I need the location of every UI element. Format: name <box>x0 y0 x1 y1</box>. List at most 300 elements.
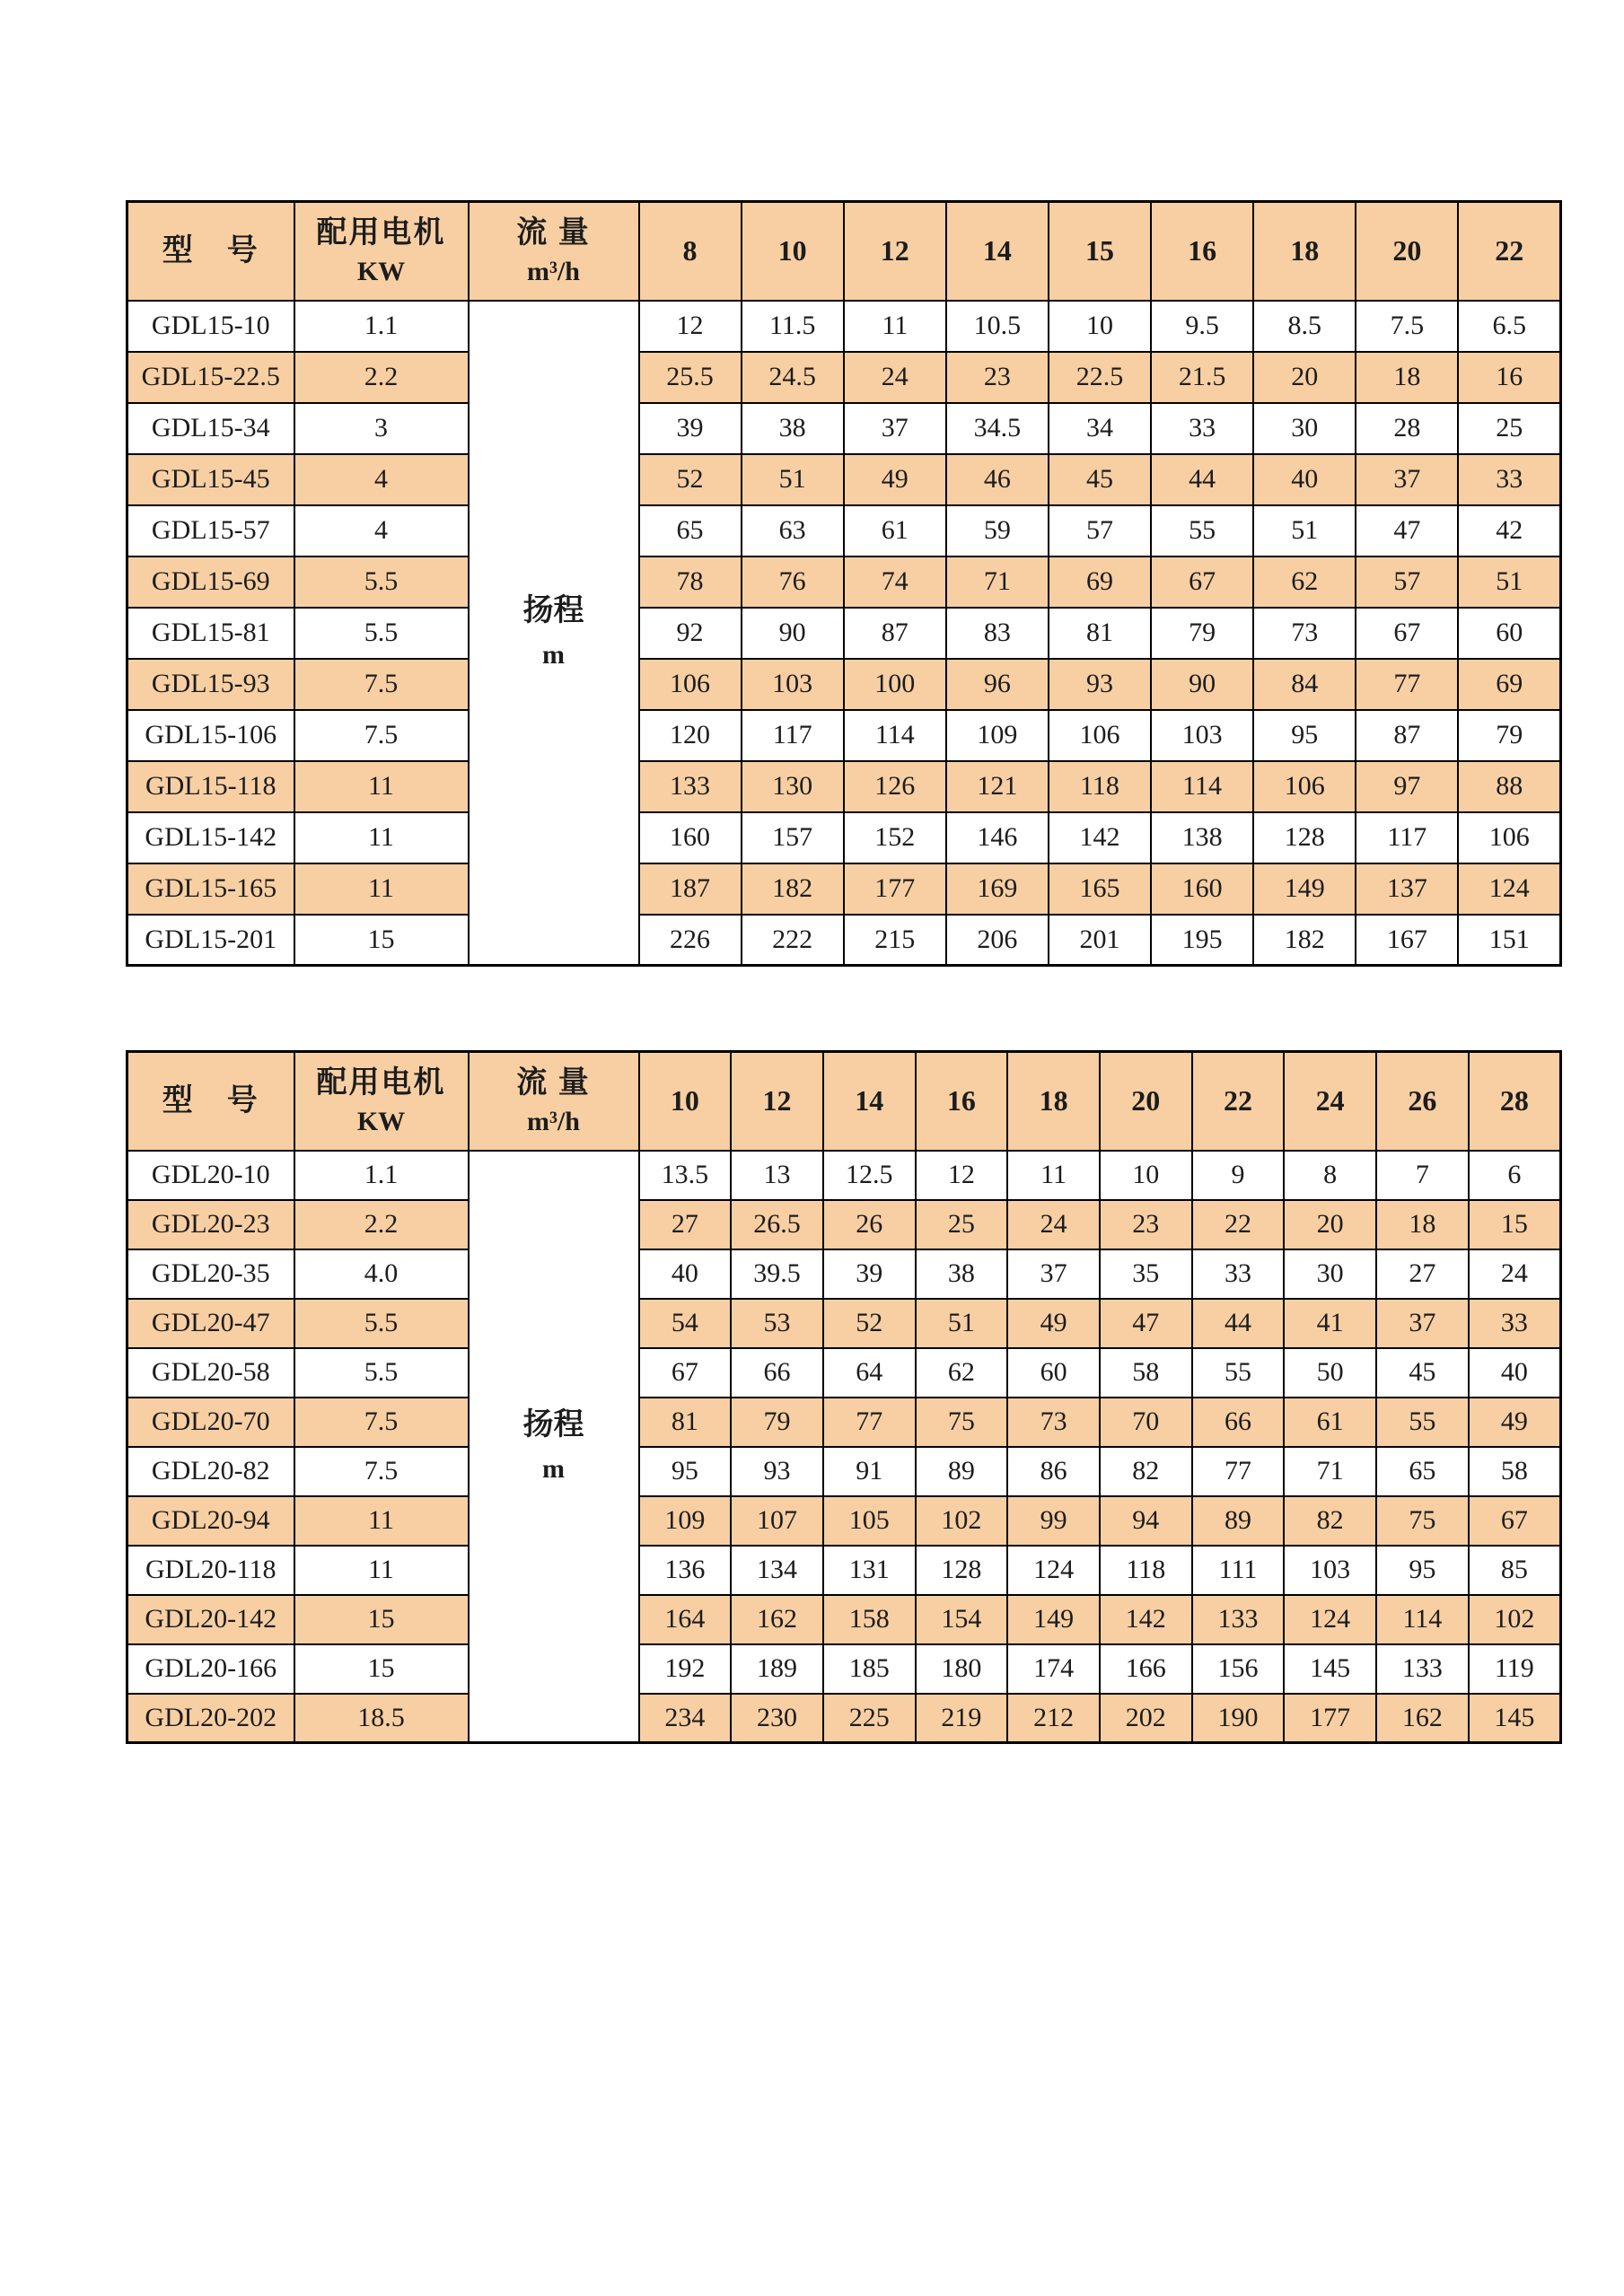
head-value-cell: 226 <box>639 915 742 966</box>
head-value-cell: 67 <box>1356 608 1458 659</box>
head-value-cell: 187 <box>639 863 742 915</box>
head-value-cell: 24 <box>844 352 946 403</box>
head-unit: m <box>542 640 565 670</box>
head-span-cell <box>469 1151 639 1743</box>
table-row <box>127 1694 1561 1743</box>
head-value-cell: 152 <box>844 812 946 863</box>
table-head <box>127 202 1561 301</box>
head-value-cell: 44 <box>1192 1299 1285 1348</box>
table-row <box>127 761 1561 812</box>
table-row <box>127 1151 1561 1200</box>
model-column-header <box>127 202 294 301</box>
head-value-cell: 51 <box>1253 505 1356 556</box>
head-value-cell: 39 <box>823 1249 916 1299</box>
flow-rate-value: 12 <box>880 234 909 267</box>
head-value-cell: 35 <box>1100 1249 1192 1299</box>
head-value-cell: 138 <box>1151 812 1253 863</box>
model-cell: GDL15-81 <box>127 608 294 659</box>
head-value-cell: 27 <box>639 1200 732 1249</box>
head-value-cell: 26 <box>823 1200 916 1249</box>
table-row <box>127 1398 1561 1447</box>
model-cell: GDL15-22.5 <box>127 352 294 403</box>
head-value-cell: 114 <box>1151 761 1253 812</box>
motor-kw-cell: 15 <box>294 1644 469 1694</box>
motor-kw-cell: 5.5 <box>294 1348 469 1398</box>
flow-rate-value: 10 <box>777 234 807 267</box>
flow-rate-header <box>1458 202 1560 301</box>
head-value-cell: 57 <box>1049 505 1151 556</box>
head-value-cell: 120 <box>639 710 742 761</box>
head-value-cell: 96 <box>946 659 1049 710</box>
head-unit: m <box>542 1453 565 1484</box>
head-value-cell: 64 <box>823 1348 916 1398</box>
head-value-cell: 133 <box>1376 1644 1469 1694</box>
head-value-cell: 47 <box>1100 1299 1192 1348</box>
motor-column-header <box>294 1052 469 1151</box>
head-value-cell: 195 <box>1151 915 1253 966</box>
head-value-cell: 10.5 <box>946 301 1049 352</box>
head-value-cell: 103 <box>1284 1546 1376 1595</box>
head-value-cell: 82 <box>1100 1447 1192 1496</box>
motor-kw-cell: 4 <box>294 454 469 505</box>
head-value-cell: 190 <box>1192 1694 1285 1743</box>
head-value-cell: 174 <box>1007 1644 1100 1694</box>
head-value-cell: 55 <box>1151 505 1253 556</box>
head-value-cell: 8.5 <box>1253 301 1356 352</box>
model-cell: GDL15-106 <box>127 710 294 761</box>
head-value-cell: 27 <box>1376 1249 1469 1299</box>
table-row <box>127 1644 1561 1694</box>
head-value-cell: 65 <box>1376 1447 1469 1496</box>
head-value-cell: 63 <box>742 505 844 556</box>
head-value-cell: 49 <box>1469 1398 1561 1447</box>
flow-rate-header <box>844 202 946 301</box>
head-value-cell: 201 <box>1049 915 1151 966</box>
head-value-cell: 117 <box>742 710 844 761</box>
flow-rate-header <box>1192 1052 1285 1151</box>
head-value-cell: 219 <box>916 1694 1008 1743</box>
head-value-cell: 37 <box>844 403 946 454</box>
head-value-cell: 10 <box>1049 301 1151 352</box>
flow-rate-header <box>1253 202 1356 301</box>
head-value-cell: 55 <box>1376 1398 1469 1447</box>
head-value-cell: 40 <box>1253 454 1356 505</box>
head-value-cell: 28 <box>1356 403 1458 454</box>
head-value-cell: 16 <box>1458 352 1560 403</box>
flow-rate-header <box>1049 202 1151 301</box>
head-value-cell: 73 <box>1007 1398 1100 1447</box>
head-value-cell: 130 <box>742 761 844 812</box>
head-value-cell: 49 <box>844 454 946 505</box>
motor-kw-cell: 7.5 <box>294 659 469 710</box>
head-value-cell: 119 <box>1469 1644 1561 1694</box>
head-value-cell: 40 <box>639 1249 732 1299</box>
flow-column-header <box>469 1052 639 1151</box>
head-value-cell: 77 <box>1356 659 1458 710</box>
head-value-cell: 85 <box>1469 1546 1561 1595</box>
head-value-cell: 77 <box>823 1398 916 1447</box>
motor-kw-cell: 15 <box>294 1595 469 1644</box>
flow-header-unit: m³/h <box>526 1107 580 1136</box>
gdl20-table-container <box>126 1050 1562 1744</box>
head-value-cell: 117 <box>1356 812 1458 863</box>
head-value-cell: 30 <box>1253 403 1356 454</box>
head-value-cell: 124 <box>1007 1546 1100 1595</box>
head-value-cell: 37 <box>1356 454 1458 505</box>
head-value-cell: 118 <box>1100 1546 1192 1595</box>
table-row <box>127 915 1561 966</box>
head-value-cell: 8 <box>1284 1151 1376 1200</box>
head-value-cell: 149 <box>1253 863 1356 915</box>
header-row <box>127 202 1561 301</box>
head-value-cell: 30 <box>1284 1249 1376 1299</box>
head-value-cell: 77 <box>1192 1447 1285 1496</box>
head-value-cell: 12 <box>639 301 742 352</box>
head-value-cell: 79 <box>1458 710 1560 761</box>
head-value-cell: 158 <box>823 1595 916 1644</box>
head-value-cell: 25.5 <box>639 352 742 403</box>
head-value-cell: 157 <box>742 812 844 863</box>
flow-rate-value: 24 <box>1315 1084 1345 1117</box>
head-value-cell: 40 <box>1469 1348 1561 1398</box>
head-value-cell: 128 <box>916 1546 1008 1595</box>
flow-rate-value: 15 <box>1084 234 1114 267</box>
motor-kw-cell: 2.2 <box>294 1200 469 1249</box>
head-value-cell: 106 <box>1049 710 1151 761</box>
flow-rate-value: 18 <box>1290 234 1320 267</box>
flow-rate-header <box>823 1052 916 1151</box>
head-value-cell: 69 <box>1458 659 1560 710</box>
head-value-cell: 24.5 <box>742 352 844 403</box>
head-value-cell: 79 <box>731 1398 823 1447</box>
head-value-cell: 18 <box>1376 1200 1469 1249</box>
motor-kw-cell: 1.1 <box>294 1151 469 1200</box>
head-value-cell: 18 <box>1356 352 1458 403</box>
model-cell: GDL20-10 <box>127 1151 294 1200</box>
head-value-cell: 167 <box>1356 915 1458 966</box>
head-value-cell: 38 <box>916 1249 1008 1299</box>
model-cell: GDL15-45 <box>127 454 294 505</box>
head-value-cell: 51 <box>742 454 844 505</box>
table-row <box>127 863 1561 915</box>
head-value-cell: 215 <box>844 915 946 966</box>
motor-header-unit: KW <box>356 1107 406 1136</box>
head-value-cell: 162 <box>731 1595 823 1644</box>
head-value-cell: 81 <box>639 1398 732 1447</box>
flow-rate-header <box>1100 1052 1192 1151</box>
table-row <box>127 403 1561 454</box>
head-value-cell: 39 <box>639 403 742 454</box>
head-value-cell: 106 <box>1253 761 1356 812</box>
head-value-cell: 66 <box>731 1348 823 1398</box>
head-value-cell: 60 <box>1458 608 1560 659</box>
head-value-cell: 24 <box>1469 1249 1561 1299</box>
head-value-cell: 22 <box>1192 1200 1285 1249</box>
head-value-cell: 55 <box>1192 1348 1285 1398</box>
head-value-cell: 42 <box>1458 505 1560 556</box>
head-value-cell: 145 <box>1469 1694 1561 1743</box>
table-row <box>127 454 1561 505</box>
motor-column-header <box>294 202 469 301</box>
motor-kw-cell: 2.2 <box>294 352 469 403</box>
head-value-cell: 82 <box>1284 1496 1376 1546</box>
head-value-cell: 102 <box>1469 1595 1561 1644</box>
head-value-cell: 185 <box>823 1644 916 1694</box>
head-value-cell: 57 <box>1356 556 1458 608</box>
head-value-cell: 65 <box>639 505 742 556</box>
head-value-cell: 34 <box>1049 403 1151 454</box>
table-body <box>127 301 1561 966</box>
head-value-cell: 206 <box>946 915 1049 966</box>
head-value-cell: 78 <box>639 556 742 608</box>
head-span-cell <box>469 301 639 966</box>
head-value-cell: 105 <box>823 1496 916 1546</box>
motor-kw-cell: 4 <box>294 505 469 556</box>
header-row <box>127 1052 1561 1151</box>
head-value-cell: 71 <box>946 556 1049 608</box>
model-cell: GDL20-142 <box>127 1595 294 1644</box>
head-value-cell: 99 <box>1007 1496 1100 1546</box>
head-value-cell: 225 <box>823 1694 916 1743</box>
head-value-cell: 47 <box>1356 505 1458 556</box>
head-value-cell: 142 <box>1049 812 1151 863</box>
flow-rate-value: 26 <box>1408 1084 1437 1117</box>
flow-rate-header <box>1284 1052 1376 1151</box>
head-value-cell: 60 <box>1007 1348 1100 1398</box>
model-cell: GDL15-201 <box>127 915 294 966</box>
head-value-cell: 83 <box>946 608 1049 659</box>
motor-kw-cell: 1.1 <box>294 301 469 352</box>
head-value-cell: 24 <box>1007 1200 1100 1249</box>
head-value-cell: 66 <box>1192 1398 1285 1447</box>
motor-kw-cell: 4.0 <box>294 1249 469 1299</box>
table-row <box>127 556 1561 608</box>
head-value-cell: 51 <box>1458 556 1560 608</box>
head-value-cell: 90 <box>1151 659 1253 710</box>
head-value-cell: 87 <box>844 608 946 659</box>
table-row <box>127 608 1561 659</box>
flow-rate-header <box>1007 1052 1100 1151</box>
head-value-cell: 121 <box>946 761 1049 812</box>
head-value-cell: 7.5 <box>1356 301 1458 352</box>
flow-rate-header <box>742 202 844 301</box>
head-value-cell: 160 <box>1151 863 1253 915</box>
gdl20-series-table <box>126 1050 1562 1744</box>
flow-rate-header <box>1356 202 1458 301</box>
head-value-cell: 25 <box>916 1200 1008 1249</box>
flow-rate-header <box>1151 202 1253 301</box>
flow-rate-value: 16 <box>1188 234 1217 267</box>
head-value-cell: 58 <box>1100 1348 1192 1398</box>
model-cell: GDL15-118 <box>127 761 294 812</box>
head-value-cell: 21.5 <box>1151 352 1253 403</box>
head-value-cell: 87 <box>1356 710 1458 761</box>
model-cell: GDL20-35 <box>127 1249 294 1299</box>
head-value-cell: 126 <box>844 761 946 812</box>
head-value-cell: 58 <box>1469 1447 1561 1496</box>
head-value-cell: 38 <box>742 403 844 454</box>
head-value-cell: 62 <box>1253 556 1356 608</box>
model-cell: GDL15-165 <box>127 863 294 915</box>
head-value-cell: 134 <box>731 1546 823 1595</box>
head-value-cell: 25 <box>1458 403 1560 454</box>
table-row <box>127 1447 1561 1496</box>
motor-header-unit: KW <box>356 257 406 286</box>
head-value-cell: 11 <box>844 301 946 352</box>
motor-kw-cell: 11 <box>294 761 469 812</box>
head-value-cell: 84 <box>1253 659 1356 710</box>
table-row <box>127 1200 1561 1249</box>
head-value-cell: 67 <box>1469 1496 1561 1546</box>
flow-rate-value: 22 <box>1223 1084 1252 1117</box>
model-cell: GDL20-166 <box>127 1644 294 1694</box>
model-cell: GDL15-142 <box>127 812 294 863</box>
flow-rate-value: 20 <box>1131 1084 1161 1117</box>
head-label: 扬程 <box>522 1407 584 1442</box>
head-value-cell: 9.5 <box>1151 301 1253 352</box>
flow-rate-value: 12 <box>762 1084 792 1117</box>
head-value-cell: 33 <box>1151 403 1253 454</box>
head-value-cell: 69 <box>1049 556 1151 608</box>
model-cell: GDL20-58 <box>127 1348 294 1398</box>
head-value-cell: 13.5 <box>639 1151 732 1200</box>
motor-kw-cell: 5.5 <box>294 608 469 659</box>
head-value-cell: 151 <box>1458 915 1560 966</box>
flow-rate-value: 8 <box>682 234 698 267</box>
head-value-cell: 133 <box>639 761 742 812</box>
flow-header-unit: m³/h <box>526 257 580 286</box>
model-cell: GDL20-70 <box>127 1398 294 1447</box>
motor-kw-cell: 15 <box>294 915 469 966</box>
head-value-cell: 10 <box>1100 1151 1192 1200</box>
table-row <box>127 352 1561 403</box>
motor-kw-cell: 11 <box>294 1496 469 1546</box>
head-value-cell: 33 <box>1458 454 1560 505</box>
model-header-label: 型 号 <box>162 233 259 267</box>
flow-rate-header <box>639 202 742 301</box>
head-value-cell: 34.5 <box>946 403 1049 454</box>
head-value-cell: 61 <box>1284 1398 1376 1447</box>
model-cell: GDL20-118 <box>127 1546 294 1595</box>
model-cell: GDL15-57 <box>127 505 294 556</box>
head-value-cell: 118 <box>1049 761 1151 812</box>
motor-kw-cell: 7.5 <box>294 1447 469 1496</box>
table-row <box>127 659 1561 710</box>
head-value-cell: 54 <box>639 1299 732 1348</box>
head-value-cell: 12 <box>916 1151 1008 1200</box>
head-value-cell: 59 <box>946 505 1049 556</box>
head-value-cell: 33 <box>1469 1299 1561 1348</box>
head-value-cell: 124 <box>1458 863 1560 915</box>
head-value-cell: 23 <box>946 352 1049 403</box>
head-value-cell: 106 <box>639 659 742 710</box>
model-cell: GDL20-94 <box>127 1496 294 1546</box>
table-row <box>127 505 1561 556</box>
flow-rate-value: 10 <box>670 1084 699 1117</box>
head-value-cell: 22.5 <box>1049 352 1151 403</box>
head-value-cell: 67 <box>639 1348 732 1398</box>
gdl15-table-container <box>126 200 1562 967</box>
head-value-cell: 62 <box>916 1348 1008 1398</box>
head-value-cell: 182 <box>1253 915 1356 966</box>
flow-rate-value: 16 <box>946 1084 976 1117</box>
flow-rate-value: 18 <box>1039 1084 1068 1117</box>
motor-kw-cell: 7.5 <box>294 1398 469 1447</box>
head-value-cell: 103 <box>1151 710 1253 761</box>
table-row <box>127 1249 1561 1299</box>
head-value-cell: 133 <box>1192 1595 1285 1644</box>
head-value-cell: 41 <box>1284 1299 1376 1348</box>
head-value-cell: 75 <box>916 1398 1008 1447</box>
head-value-cell: 37 <box>1376 1299 1469 1348</box>
head-value-cell: 107 <box>731 1496 823 1546</box>
table-row <box>127 1595 1561 1644</box>
model-cell: GDL20-82 <box>127 1447 294 1496</box>
flow-rate-value: 14 <box>982 234 1012 267</box>
table-row <box>127 1348 1561 1398</box>
head-value-cell: 46 <box>946 454 1049 505</box>
head-value-cell: 149 <box>1007 1595 1100 1644</box>
head-value-cell: 7 <box>1376 1151 1469 1200</box>
flow-rate-header <box>916 1052 1008 1151</box>
flow-rate-value: 28 <box>1499 1084 1529 1117</box>
model-cell: GDL20-23 <box>127 1200 294 1249</box>
head-value-cell: 50 <box>1284 1348 1376 1398</box>
head-value-cell: 169 <box>946 863 1049 915</box>
head-value-cell: 177 <box>1284 1694 1376 1743</box>
flow-header-label: 流 量 <box>516 215 591 250</box>
motor-kw-cell: 11 <box>294 812 469 863</box>
motor-kw-cell: 18.5 <box>294 1694 469 1743</box>
head-value-cell: 74 <box>844 556 946 608</box>
motor-kw-cell: 5.5 <box>294 556 469 608</box>
flow-header-label: 流 量 <box>516 1065 591 1100</box>
motor-header-label: 配用电机 <box>316 1065 446 1100</box>
head-value-cell: 45 <box>1376 1348 1469 1398</box>
head-value-cell: 52 <box>639 454 742 505</box>
head-value-cell: 102 <box>916 1496 1008 1546</box>
model-cell: GDL15-69 <box>127 556 294 608</box>
head-value-cell: 11 <box>1007 1151 1100 1200</box>
head-value-cell: 177 <box>844 863 946 915</box>
motor-kw-cell: 7.5 <box>294 710 469 761</box>
head-value-cell: 162 <box>1376 1694 1469 1743</box>
head-value-cell: 81 <box>1049 608 1151 659</box>
head-value-cell: 180 <box>916 1644 1008 1694</box>
head-value-cell: 222 <box>742 915 844 966</box>
head-value-cell: 106 <box>1458 812 1560 863</box>
head-value-cell: 20 <box>1284 1200 1376 1249</box>
model-cell: GDL20-202 <box>127 1694 294 1743</box>
head-value-cell: 44 <box>1151 454 1253 505</box>
flow-rate-header <box>639 1052 732 1151</box>
head-value-cell: 92 <box>639 608 742 659</box>
head-value-cell: 67 <box>1151 556 1253 608</box>
head-value-cell: 93 <box>731 1447 823 1496</box>
head-value-cell: 26.5 <box>731 1200 823 1249</box>
head-value-cell: 165 <box>1049 863 1151 915</box>
head-value-cell: 202 <box>1100 1694 1192 1743</box>
head-value-cell: 146 <box>946 812 1049 863</box>
head-value-cell: 230 <box>731 1694 823 1743</box>
head-value-cell: 6.5 <box>1458 301 1560 352</box>
motor-header-label: 配用电机 <box>316 215 446 250</box>
head-value-cell: 114 <box>844 710 946 761</box>
head-value-cell: 131 <box>823 1546 916 1595</box>
head-value-cell: 61 <box>844 505 946 556</box>
head-value-cell: 109 <box>639 1496 732 1546</box>
head-value-cell: 103 <box>742 659 844 710</box>
